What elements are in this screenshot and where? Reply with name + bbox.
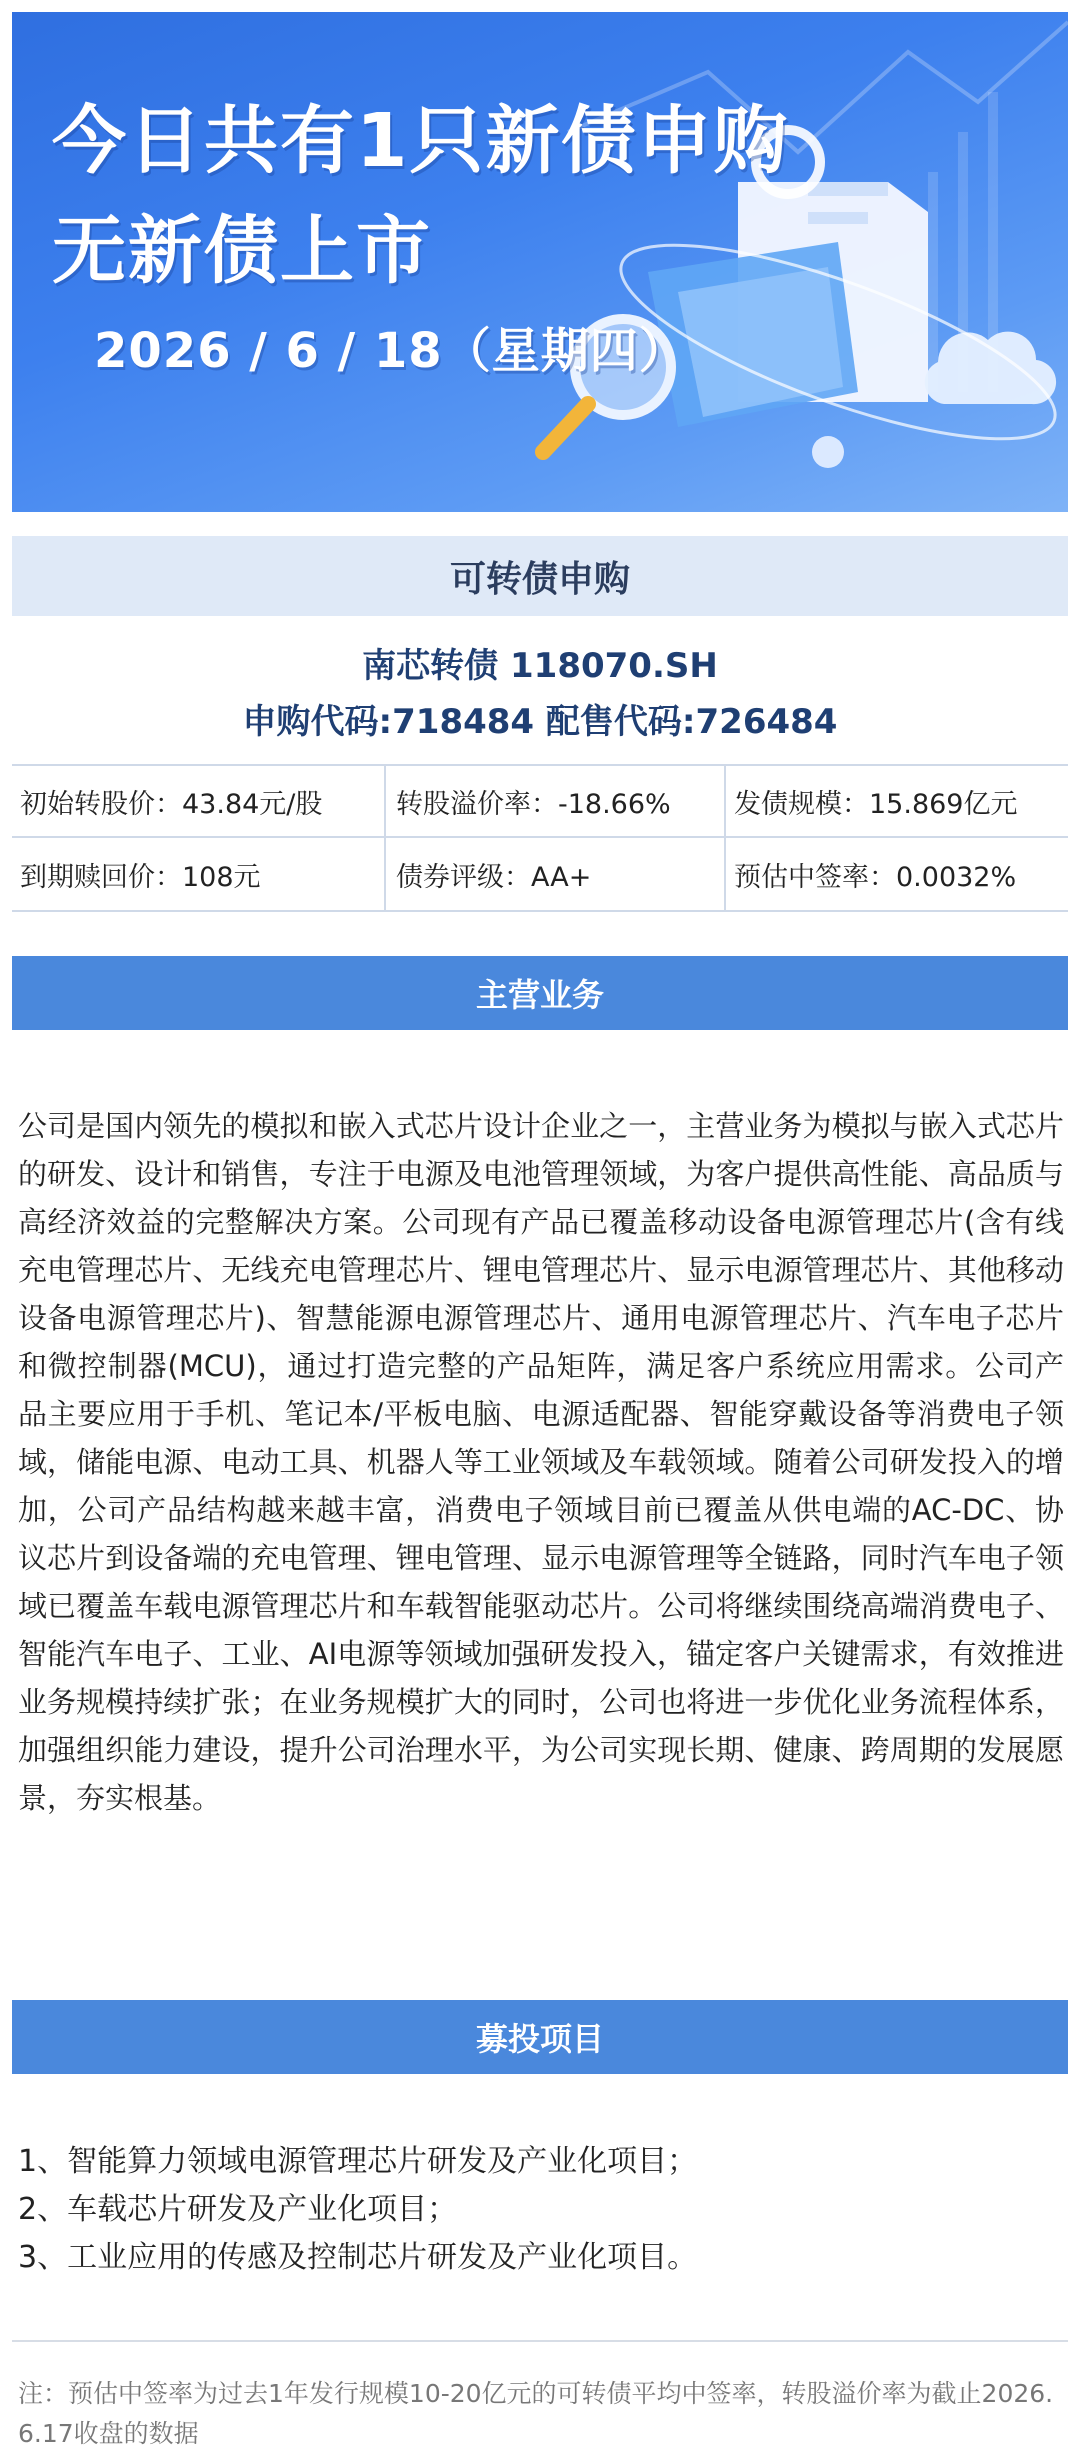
bond-name: 南芯转债 118070.SH: [362, 646, 718, 686]
footnote: 注：预估中签率为过去1年发行规模10-20亿元的可转债平均中签率，转股溢价率为截止2026.6.17收盘的数据: [18, 2379, 1054, 2448]
list-item: 1、智能算力领域电源管理芯片研发及产业化项目；: [18, 2144, 698, 2179]
business-description: 公司是国内领先的模拟和嵌入式芯片设计企业之一，主营业务为模拟与嵌入式芯片的研发、设计和销售，专注于电源及电池管理领域，为客户提供高性能、高品质与高经济效益的完整解决方案。公司现有产品已覆盖移动设备电源管理芯片(含有线充电管理芯片、无线充电管理芯片、锂电管理芯片、显示电源管理芯片、其他移动设备电源管理芯片)、智慧能源电源管理芯片、通用电源管理芯片、汽车电子芯片和微控制器(MCU)，通过打造完整的产品矩阵，满足客户系统应用需求。公司产品主要应用于手机、笔记本/平板电脑、电源适配器、智能穿戴设备等消费电子领域，储能电源、电动工具、机器人等工业领域及车载领域。随着公司研发投入的增加，公司产品结构越来越丰富，消费电子领域目前已覆盖从供电端的AC-DC、协议芯片到设备端的充电管理、锂电管理、显示电源管理等全链路，同时汽车电子领域已覆盖车载电源管理芯片和车载智能驱动芯片。公司将继续围绕高端消费电子、智能汽车电子、工业、AI电源等领域加强研发投入，锚定客户关键需求，有效推进业务规模持续扩张；在业务规模扩大的同时，公司也将进一步优化业务流程体系，加强组织能力建设，提升公司治理水平，为公司实现长期、健康、跨周期的发展愿景，夯实根基。: [18, 1109, 1064, 1815]
header-banner: [12, 12, 1068, 512]
section-header-projects: 募投项目: [12, 2000, 1068, 2074]
divider: [12, 2340, 1068, 2342]
list-item: 2、车载芯片研发及产业化项目；: [18, 2192, 458, 2227]
section-header-subscription: 可转债申购: [12, 536, 1068, 616]
bond-codes: 申购代码:718484 配售代码:726484: [242, 702, 838, 742]
project-list: [18, 2138, 1064, 2282]
initial-conversion-price: 初始转股价：43.84元/股: [12, 766, 386, 838]
bond-info-table: [12, 764, 1068, 912]
conversion-premium: 转股溢价率：-18.66%: [386, 766, 726, 838]
estimated-win-rate: 预估中签率：0.0032%: [734, 861, 1017, 893]
banner-title-line2: 无新债上市: [52, 208, 432, 294]
bond-rating: 债券评级：AA+: [386, 838, 726, 910]
issue-size: 发债规模：15.869亿元: [726, 766, 1068, 838]
banner-title-line1: 今日共有1只新债申购: [52, 98, 790, 184]
redemption-price: 到期赎回价：108元: [12, 838, 386, 910]
list-item: 3、工业应用的传感及控制芯片研发及产业化项目。: [18, 2240, 698, 2275]
banner-date: 2026 / 6 / 18（星期四）: [94, 323, 688, 379]
section-header-business: 主营业务: [12, 956, 1068, 1030]
